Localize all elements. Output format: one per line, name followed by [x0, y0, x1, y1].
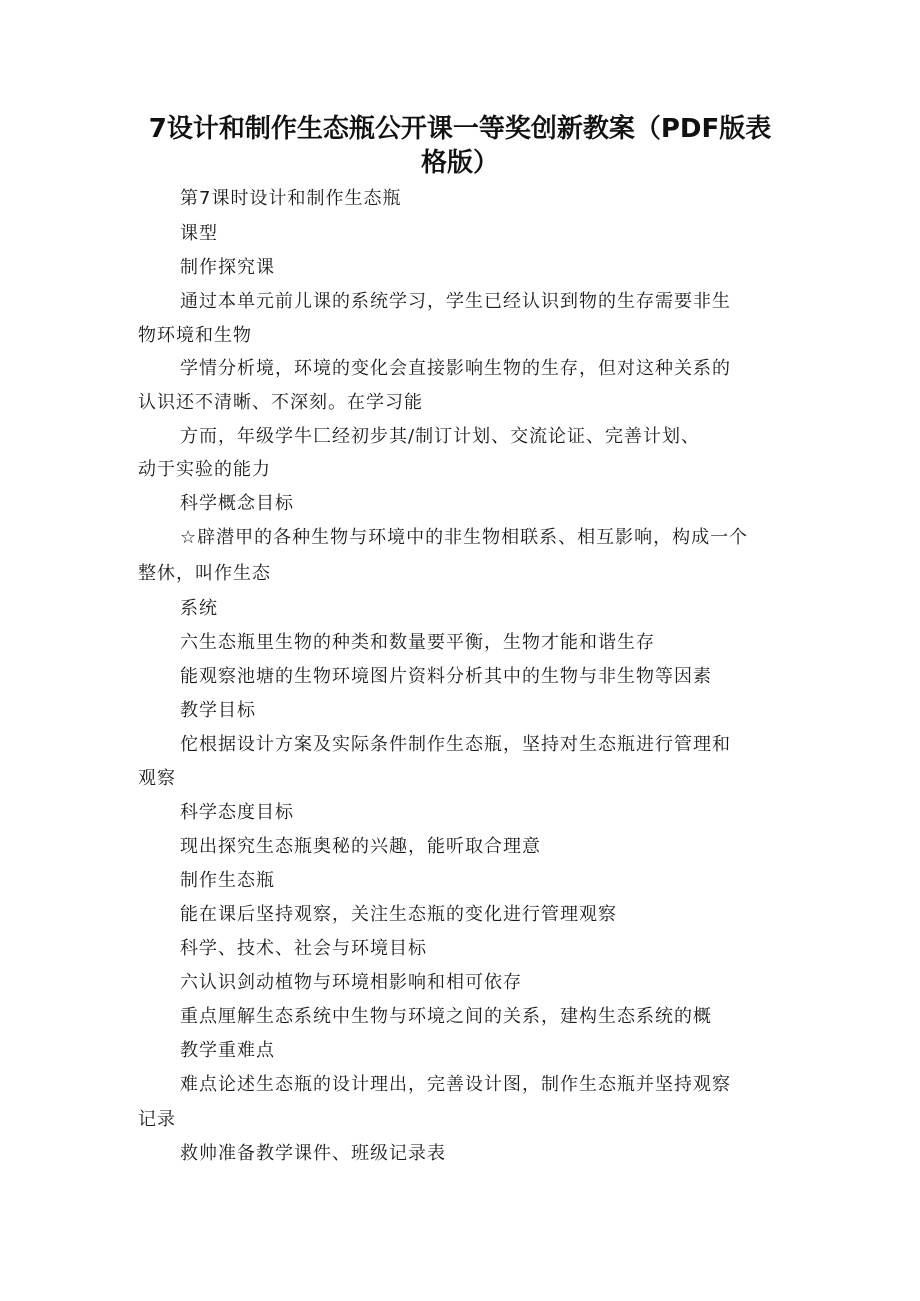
text-line: 佗根据设计方案及实际条件制作生态瓶，坚持对生态瓶进行管理和 — [180, 734, 731, 755]
text-line: 动于实验的能力 — [138, 459, 271, 480]
text-line: 制作探究课 — [180, 257, 275, 278]
text-line: 制作生态瓶 — [180, 870, 275, 891]
text-line: 方而，年级学牛匚经初步其/制订计划、交流论证、完善计划、 — [180, 426, 701, 447]
text-line: 现出探究生态瓶奥秘的兴趣，能听取合理意 — [180, 836, 541, 857]
text-line: 观察 — [138, 768, 176, 789]
text-line: 整休，叫作生态 — [138, 563, 271, 584]
text-line: ☆辟潜甲的各种生物与环境中的非生物相联系、相互影响，构成一个 — [180, 527, 749, 548]
text-line: 记录 — [138, 1109, 176, 1130]
text-line: 难点论述生态瓶的设计理出，完善设计图，制作生态瓶并坚持观察 — [180, 1074, 731, 1095]
lesson-heading: 第7课时设计和制作生态瓶 — [180, 188, 402, 209]
text-line: 科学、技术、社会与环境目标 — [180, 938, 427, 959]
text-line: 教学重难点 — [180, 1040, 275, 1061]
title-line-1: 7设计和制作生态瓶公开课一等奖创新教案（PDF版表 — [148, 114, 772, 144]
text-line: 科学态度目标 — [180, 802, 294, 823]
text-line: 六认识剑动植物与环境相影响和相可依存 — [180, 972, 522, 993]
title-line-2: 格版） — [420, 148, 499, 178]
text-line: 系统 — [180, 598, 218, 619]
text-line: 认识还不清晰、不深刻。在学习能 — [138, 392, 423, 413]
text-line: 教学目标 — [180, 700, 256, 721]
text-line: 能在课后坚持观察，关注生态瓶的变化进行管理观察 — [180, 904, 617, 925]
text-line: 救帅准备教学课件、班级记录表 — [180, 1143, 446, 1164]
text-line: 课型 — [180, 223, 218, 244]
text-line: 六生态瓶里生物的种类和数量要平衡，生物才能和谐生存 — [180, 632, 655, 653]
text-line: 重点厘解生态系统中生物与环境之间的关系，建构生态系统的概 — [180, 1006, 712, 1027]
text-line: 学情分析境，环境的变化会直接影响生物的生存，但对这种关系的 — [180, 358, 731, 379]
text-line: 物环境和生物 — [138, 325, 252, 346]
text-line: 通过本单元前儿课的系统学习，学生已经认识到物的生存需要非生 — [180, 291, 731, 312]
text-line: 科学概念目标 — [180, 493, 294, 514]
text-line: 能观察池塘的生物环境图片资料分析其中的生物与非生物等因素 — [180, 666, 712, 687]
